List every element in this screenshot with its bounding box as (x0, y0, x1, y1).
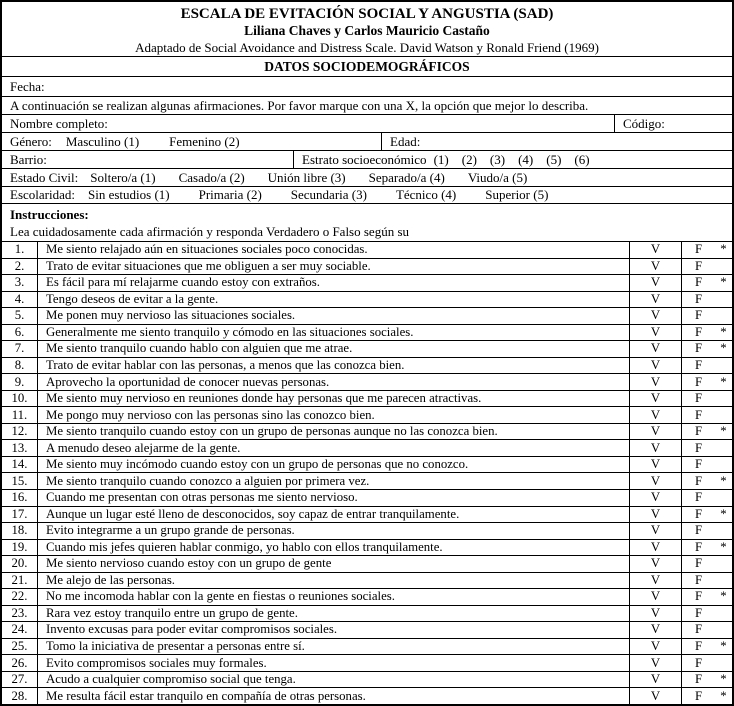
answer-false-cell[interactable] (681, 308, 732, 324)
questionnaire-item-row (2, 341, 732, 358)
section-title-row (2, 57, 732, 77)
item-statement: Me ponen muy nervioso las situaciones sociales. (46, 308, 296, 323)
answer-false-cell[interactable] (681, 440, 732, 456)
answer-false-label: F (694, 457, 703, 472)
questionnaire-item-row (2, 490, 732, 507)
estado-civil-label: Estado Civil: (10, 169, 79, 185)
answer-false-label: F (694, 440, 703, 455)
answer-false-cell[interactable] (681, 407, 732, 423)
estrato-option[interactable]: (3) (489, 151, 506, 167)
item-number: 22. (2, 589, 38, 605)
reverse-item-marker: * (720, 341, 727, 356)
edad-input-area[interactable] (420, 133, 732, 150)
nombre-label: Nombre completo: (10, 115, 108, 131)
estado-civil-options (78, 170, 527, 186)
item-number: 18. (2, 523, 38, 539)
questionnaire-item-row (2, 672, 732, 689)
answer-true-cell[interactable]: V (629, 440, 681, 456)
answer-true-cell[interactable]: V (629, 622, 681, 638)
document-authors: Liliana Chaves y Carlos Mauricio Castaño (244, 23, 490, 38)
item-number: 4. (2, 292, 38, 308)
answer-false-label: F (694, 688, 703, 703)
answer-false-label: F (694, 639, 703, 654)
answer-true-cell[interactable]: V (629, 556, 681, 572)
instructions-label: Instrucciones: (10, 207, 89, 222)
answer-true-cell[interactable]: V (629, 457, 681, 473)
answer-false-label: F (694, 556, 703, 571)
codigo-label: Código: (623, 115, 665, 131)
answer-false-cell[interactable] (681, 275, 732, 291)
nombre-cell (2, 115, 614, 132)
section-title: DATOS SOCIODEMOGRÁFICOS (264, 58, 470, 74)
item-statement: Rara vez estoy tranquilo entre un grupo de gente. (46, 605, 298, 620)
genero-label: Género: (10, 133, 52, 149)
answer-true-cell[interactable]: V (629, 292, 681, 308)
answer-false-label: F (694, 258, 703, 273)
item-statement: Me siento tranquilo cuando estoy con un grupo de personas aunque no las conozca bien. (46, 424, 498, 439)
item-number: 12. (2, 424, 38, 440)
item-statement: Evito compromisos sociales muy formales. (46, 655, 267, 670)
answer-false-cell[interactable] (681, 540, 732, 556)
questionnaire-item-row (2, 259, 732, 276)
estrato-option[interactable]: (6) (574, 151, 590, 167)
answer-false-label: F (694, 622, 703, 637)
reverse-item-marker: * (720, 589, 727, 604)
barrio-input-area[interactable] (47, 151, 293, 168)
answer-false-label: F (694, 424, 703, 439)
answer-true-cell[interactable]: V (629, 639, 681, 655)
questionnaire-item-row (2, 540, 732, 557)
reverse-item-marker: * (720, 473, 727, 488)
escolaridad-option[interactable]: Técnico (4) (395, 187, 457, 202)
item-statement: Tengo deseos de evitar a la gente. (46, 291, 219, 306)
answer-false-cell[interactable] (681, 358, 732, 374)
answer-false-label: F (694, 655, 703, 670)
answer-false-label: F (694, 391, 703, 406)
questionnaire-item-row (2, 424, 732, 441)
answer-false-label: F (694, 572, 703, 587)
reverse-item-marker: * (720, 539, 727, 554)
item-number: 11. (2, 407, 38, 423)
answer-false-label: F (694, 374, 703, 389)
codigo-cell (614, 115, 732, 132)
item-number: 21. (2, 573, 38, 589)
answer-false-cell[interactable] (681, 490, 732, 506)
estado-civil-cell (2, 169, 732, 186)
reverse-item-marker: * (720, 275, 727, 290)
questionnaire-item-row (2, 622, 732, 639)
answer-true-cell[interactable]: V (629, 523, 681, 539)
intro-text: A continuación se realizan algunas afirmaciones. Por favor marque con una X, la opción que mejor lo describa. (10, 97, 589, 113)
answer-false-label: F (694, 539, 703, 554)
answer-false-label: F (694, 506, 703, 521)
estado-civil-option[interactable]: Separado/a (4) (368, 169, 445, 185)
questionnaire-item-row (2, 556, 732, 573)
item-statement: Evito integrarme a un grupo grande de personas. (46, 523, 295, 538)
answer-false-label: F (694, 242, 703, 257)
item-statement: Cuando mis jefes quieren hablar conmigo, yo hablo con ellos tranquilamente. (46, 539, 443, 554)
questionnaire-item-row (2, 358, 732, 375)
estrato-option[interactable]: (2) (461, 151, 477, 167)
estrato-option[interactable]: (1) (433, 151, 449, 167)
barrio-label: Barrio: (10, 151, 47, 167)
item-statement: Es fácil para mí relajarme cuando estoy con extraños. (46, 275, 320, 290)
answer-false-label: F (694, 473, 703, 488)
answer-true-cell[interactable]: V (629, 589, 681, 605)
answer-true-cell[interactable]: V (629, 688, 681, 704)
item-statement: Invento excusas para poder evitar compromisos sociales. (46, 622, 338, 637)
genero-option[interactable]: Femenino (2) (169, 133, 240, 149)
answer-false-cell[interactable] (681, 589, 732, 605)
reverse-item-marker: * (720, 688, 727, 703)
questionnaire-item-row (2, 473, 732, 490)
item-number: 24. (2, 622, 38, 638)
item-statement: Acudo a cualquier compromiso social que tenga. (46, 672, 296, 687)
answer-true-cell[interactable]: V (629, 391, 681, 407)
item-number: 19. (2, 540, 38, 556)
item-number: 17. (2, 507, 38, 523)
answer-false-cell[interactable] (681, 639, 732, 655)
fecha-row (2, 77, 732, 97)
item-statement: Me resulta fácil estar tranquilo en compañía de otras personas. (46, 688, 366, 703)
questionnaire-item-row (2, 325, 732, 342)
answer-false-cell[interactable] (681, 606, 732, 622)
escolaridad-cell (2, 187, 732, 203)
instructions-text: Lea cuidadosamente cada afirmación y responda Verdadero o Falso según su (10, 224, 410, 239)
item-number: 27. (2, 672, 38, 688)
estrato-cell (293, 151, 732, 168)
item-number: 1. (2, 242, 38, 258)
answer-false-cell[interactable] (681, 672, 732, 688)
item-number: 26. (2, 655, 38, 671)
questionnaire-item-row (2, 688, 732, 704)
questionnaire-item-row (2, 407, 732, 424)
item-statement: Cuando me presentan con otras personas me siento nervioso. (46, 490, 358, 505)
answer-false-label: F (694, 523, 703, 538)
estrato-option[interactable]: (5) (546, 151, 562, 167)
item-number: 7. (2, 341, 38, 357)
questionnaire-item-row (2, 292, 732, 309)
genero-options (52, 134, 240, 150)
item-number: 25. (2, 639, 38, 655)
escolaridad-row (2, 187, 732, 204)
edad-cell (381, 133, 732, 150)
item-number: 15. (2, 473, 38, 489)
estado-civil-option[interactable]: Viudo/a (5) (467, 169, 528, 185)
item-statement: Me siento muy incómodo cuando estoy con un grupo de personas que no conozco. (46, 457, 469, 472)
questionnaire-item-row (2, 457, 732, 474)
item-statement: Me siento tranquilo cuando hablo con alguien que me atrae. (46, 341, 353, 356)
answer-false-cell[interactable] (681, 655, 732, 671)
questionnaire-item-row (2, 507, 732, 524)
answer-false-cell[interactable] (681, 325, 732, 341)
questionnaire-item-row (2, 308, 732, 325)
escolaridad-options (75, 187, 548, 203)
answer-true-cell[interactable]: V (629, 473, 681, 489)
item-statement: Me siento nervioso cuando estoy con un grupo de gente (46, 556, 332, 571)
answer-true-cell[interactable]: V (629, 308, 681, 324)
item-statement: Trato de evitar hablar con las personas, a menos que las conozca bien. (46, 357, 405, 372)
questionnaire-item-row (2, 606, 732, 623)
codigo-input-area[interactable] (665, 115, 732, 132)
answer-true-cell[interactable]: V (629, 573, 681, 589)
reverse-item-marker: * (720, 506, 727, 521)
reverse-item-marker: * (720, 374, 727, 389)
nombre-input-area[interactable] (108, 115, 614, 132)
answer-false-cell[interactable] (681, 341, 732, 357)
estrato-option[interactable]: (4) (518, 151, 534, 167)
reverse-item-marker: * (720, 672, 727, 687)
genero-cell (2, 133, 381, 150)
answer-true-cell[interactable]: V (629, 259, 681, 275)
answer-false-cell[interactable] (681, 374, 732, 390)
answer-false-label: F (694, 341, 703, 356)
escolaridad-option[interactable]: Sin estudios (1) (87, 187, 170, 202)
item-statement: Me siento muy nervioso en reuniones donde hay personas que me parecen atractivas. (46, 391, 482, 406)
reverse-item-marker: * (720, 424, 727, 439)
item-number: 28. (2, 688, 38, 704)
answer-false-cell[interactable] (681, 473, 732, 489)
answer-false-cell[interactable] (681, 424, 732, 440)
document-adapted-from: Adaptado de Social Avoidance and Distress Scale. David Watson y Ronald Friend (1969) (135, 40, 599, 55)
questionnaire-item-row (2, 374, 732, 391)
item-number: 10. (2, 391, 38, 407)
estado-civil-row (2, 169, 732, 187)
item-number: 9. (2, 374, 38, 390)
estado-civil-option[interactable]: Casado/a (2) (178, 169, 245, 185)
answer-false-cell[interactable] (681, 688, 732, 704)
escolaridad-option[interactable]: Secundaria (3) (290, 187, 367, 202)
fecha-input-area[interactable] (45, 77, 732, 96)
reverse-item-marker: * (720, 639, 727, 654)
questionnaire-item-row (2, 589, 732, 606)
answer-false-label: F (694, 357, 703, 372)
answer-true-cell[interactable]: V (629, 507, 681, 523)
questionnaire-item-row (2, 391, 732, 408)
answer-true-cell[interactable]: V (629, 490, 681, 506)
answer-false-label: F (694, 672, 703, 687)
answer-false-label: F (694, 407, 703, 422)
questionnaire-item-row (2, 639, 732, 656)
intro-row (2, 97, 732, 115)
item-statement: A menudo deseo alejarme de la gente. (46, 440, 241, 455)
answer-false-cell[interactable] (681, 622, 732, 638)
escolaridad-option[interactable]: Superior (5) (485, 187, 549, 202)
answer-false-cell[interactable] (681, 391, 732, 407)
item-number: 5. (2, 308, 38, 324)
answer-false-label: F (694, 291, 703, 306)
answer-true-cell[interactable]: V (629, 424, 681, 440)
item-number: 8. (2, 358, 38, 374)
questionnaire-item-row (2, 573, 732, 590)
questionnaire-items-table (2, 242, 732, 704)
barrio-cell (2, 151, 293, 168)
escolaridad-option[interactable]: Primaria (2) (198, 187, 262, 202)
item-statement: Aunque un lugar esté lleno de desconocidos, soy capaz de entrar tranquilamente. (46, 506, 460, 521)
genero-edad-row (2, 133, 732, 151)
item-statement: Me siento relajado aún en situaciones sociales poco conocidas. (46, 242, 368, 257)
item-number: 16. (2, 490, 38, 506)
document-title: ESCALA DE EVITACIÓN SOCIAL Y ANGUSTIA (SAD) (180, 6, 554, 22)
answer-false-label: F (694, 589, 703, 604)
answer-false-cell[interactable] (681, 292, 732, 308)
genero-option[interactable]: Masculino (1) (65, 133, 140, 149)
instructions-block (2, 204, 732, 242)
edad-label: Edad: (390, 133, 421, 149)
estado-civil-option[interactable]: Unión libre (3) (267, 169, 346, 185)
answer-true-cell[interactable]: V (629, 606, 681, 622)
answer-true-cell[interactable]: V (629, 242, 681, 258)
escolaridad-label: Escolaridad: (10, 187, 75, 202)
questionnaire-item-row (2, 523, 732, 540)
barrio-estrato-row (2, 151, 732, 169)
item-number: 23. (2, 606, 38, 622)
item-statement: Trato de evitar situaciones que me obliguen a ser muy sociable. (46, 258, 371, 273)
answer-true-cell[interactable]: V (629, 672, 681, 688)
item-statement: Generalmente me siento tranquilo y cómodo en las situaciones sociales. (46, 324, 414, 339)
answer-false-cell[interactable] (681, 259, 732, 275)
answer-false-label: F (694, 324, 703, 339)
answer-true-cell[interactable]: V (629, 655, 681, 671)
item-statement: Me pongo muy nervioso con las personas sino las conozco bien. (46, 407, 375, 422)
answer-true-cell[interactable]: V (629, 341, 681, 357)
answer-false-label: F (694, 605, 703, 620)
item-statement: No me incomoda hablar con la gente en fiestas o reuniones sociales. (46, 589, 395, 604)
item-number: 20. (2, 556, 38, 572)
item-statement: Tomo la iniciativa de presentar a personas entre sí. (46, 639, 305, 654)
questionnaire-item-row (2, 440, 732, 457)
questionnaire-item-row (2, 275, 732, 292)
item-number: 6. (2, 325, 38, 341)
item-statement: Me siento tranquilo cuando conozco a alguien por primera vez. (46, 473, 370, 488)
answer-false-label: F (694, 308, 703, 323)
answer-true-cell[interactable]: V (629, 540, 681, 556)
answer-false-label: F (694, 490, 703, 505)
answer-true-cell[interactable]: V (629, 358, 681, 374)
estrato-options (427, 152, 590, 168)
answer-false-cell[interactable] (681, 573, 732, 589)
nombre-codigo-row (2, 115, 732, 133)
item-statement: Me alejo de las personas. (46, 572, 175, 587)
reverse-item-marker: * (720, 242, 727, 257)
answer-true-cell[interactable]: V (629, 325, 681, 341)
answer-false-label: F (694, 275, 703, 290)
answer-true-cell[interactable]: V (629, 407, 681, 423)
answer-false-cell[interactable] (681, 523, 732, 539)
questionnaire-item-row (2, 655, 732, 672)
answer-false-cell[interactable] (681, 242, 732, 258)
item-number: 2. (2, 259, 38, 275)
item-statement: Aprovecho la oportunidad de conocer nuevas personas. (46, 374, 330, 389)
answer-true-cell[interactable]: V (629, 275, 681, 291)
answer-false-cell[interactable] (681, 457, 732, 473)
answer-false-cell[interactable] (681, 507, 732, 523)
item-number: 14. (2, 457, 38, 473)
document-header (2, 2, 732, 57)
answer-false-cell[interactable] (681, 556, 732, 572)
item-number: 13. (2, 440, 38, 456)
item-number: 3. (2, 275, 38, 291)
estado-civil-option[interactable]: Soltero/a (1) (90, 169, 156, 185)
answer-true-cell[interactable]: V (629, 374, 681, 390)
questionnaire-item-row (2, 242, 732, 259)
fecha-label: Fecha: (10, 78, 45, 94)
estrato-label: Estrato socioeconómico (302, 151, 427, 167)
reverse-item-marker: * (720, 324, 727, 339)
